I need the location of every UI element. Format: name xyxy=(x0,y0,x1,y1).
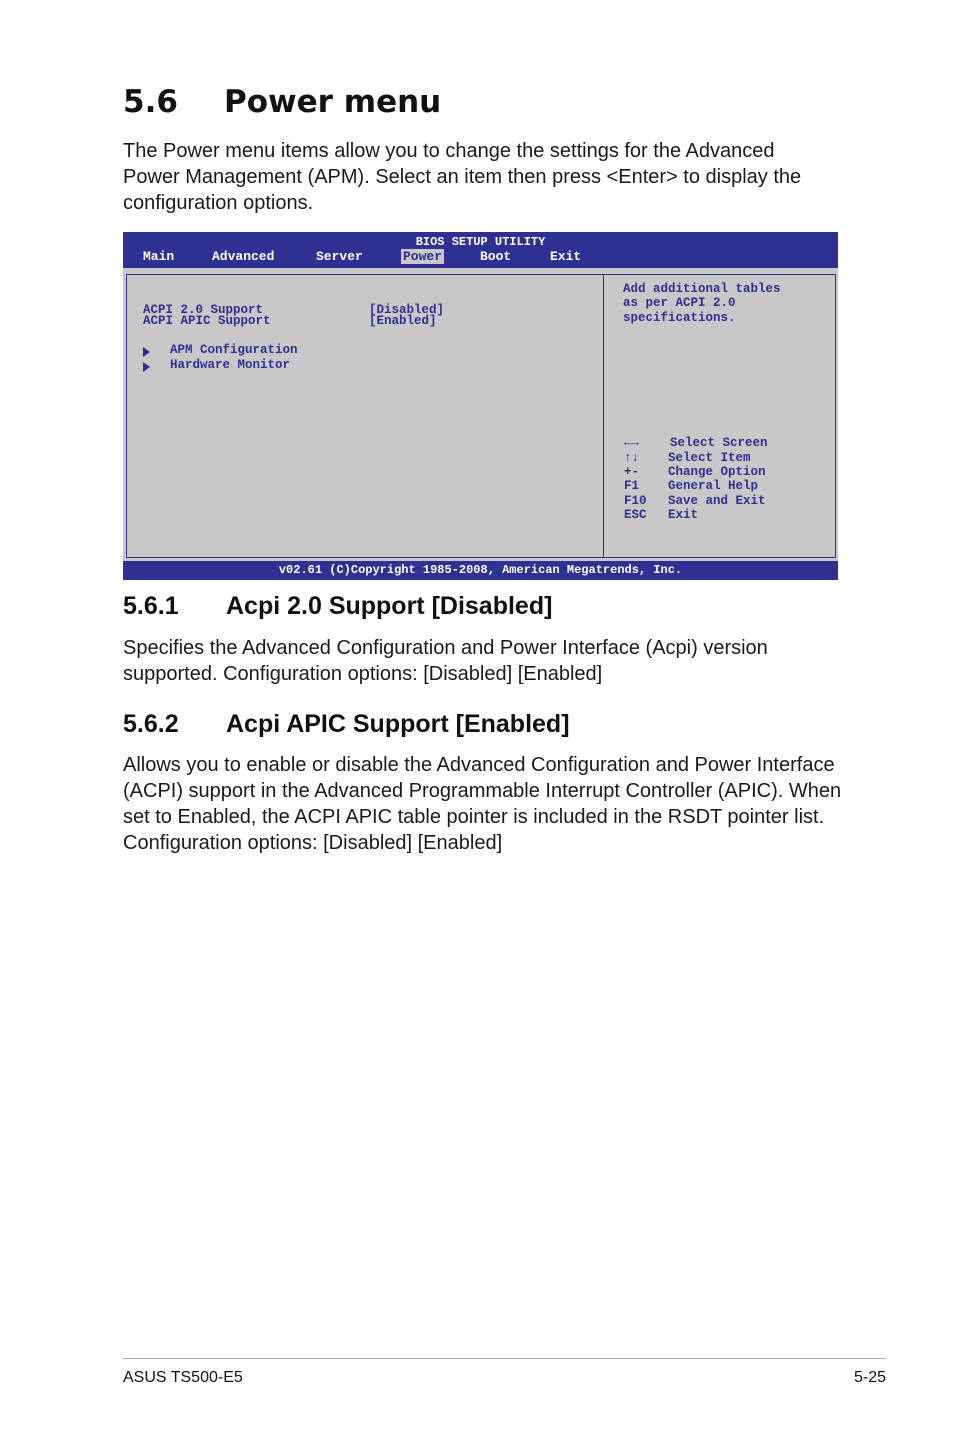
key-esc: ESC xyxy=(624,508,647,522)
menu-main[interactable]: Main xyxy=(143,249,175,264)
subsection-heading xyxy=(123,592,552,621)
key-f1: F1 xyxy=(624,479,640,493)
subsection-body xyxy=(123,752,843,856)
body-line: (ACPI) support in the Advanced Programmable Interrupt Controller (APIC). When xyxy=(123,780,842,802)
menu-advanced[interactable]: Advanced xyxy=(212,249,275,264)
menu-power[interactable]: Power xyxy=(403,249,443,264)
intro-paragraph xyxy=(123,138,843,216)
menu-boot[interactable]: Boot xyxy=(480,249,512,264)
key-action: Exit xyxy=(668,508,699,522)
section-number: 5.6 xyxy=(123,84,178,120)
subsection-title: Acpi 2.0 Support [Disabled] xyxy=(226,592,553,620)
intro-line: configuration options. xyxy=(123,192,314,214)
menu-exit[interactable]: Exit xyxy=(550,249,582,264)
footer-product: ASUS TS500-E5 xyxy=(123,1369,243,1386)
bios-screen xyxy=(123,232,838,580)
menu-server[interactable]: Server xyxy=(316,249,363,264)
key-action: General Help xyxy=(668,479,759,493)
body-line: Specifies the Advanced Configuration and Power Interface (Acpi) version xyxy=(123,637,768,659)
setting-acpi-value[interactable]: [Disabled] xyxy=(369,303,445,317)
bios-copyright: v02.61 (C)Copyright 1985-2008, American Megatrends, Inc. xyxy=(278,563,683,577)
triangle-right-icon xyxy=(143,347,150,357)
bios-divider xyxy=(603,274,604,557)
help-line: Add additional tables xyxy=(623,282,781,296)
submenu-apm[interactable]: APM Configuration xyxy=(170,343,298,357)
page-title xyxy=(123,84,441,120)
bios-title: BIOS SETUP UTILITY xyxy=(415,235,546,249)
bios-header xyxy=(123,232,838,268)
bios-footer xyxy=(123,561,838,580)
key-action: Save and Exit xyxy=(668,494,766,508)
intro-line: Power Management (APM). Select an item then press <Enter> to display the xyxy=(123,166,802,188)
key-action: Select Screen xyxy=(670,436,768,450)
setting-acpi-label[interactable]: ACPI 2.0 Support xyxy=(143,303,264,317)
footer-page-number: 5-25 xyxy=(853,1369,886,1386)
body-line: Configuration options: [Disabled] [Enabled] xyxy=(123,832,503,854)
section-title: Power menu xyxy=(224,84,442,120)
key-f10: F10 xyxy=(624,494,647,508)
subsection-title: Acpi APIC Support [Enabled] xyxy=(226,710,570,738)
key-plus-minus: +- xyxy=(624,465,640,479)
key-action: Change Option xyxy=(668,465,766,479)
help-line: as per ACPI 2.0 xyxy=(623,296,736,310)
body-line: set to Enabled, the ACPI APIC table pointer is included in the RSDT pointer list. xyxy=(123,806,825,828)
body-line: Allows you to enable or disable the Advanced Configuration and Power Interface xyxy=(123,754,835,776)
triangle-right-icon xyxy=(143,362,150,372)
key-arrows-ud: ↑↓ xyxy=(624,451,640,465)
key-action: Select Item xyxy=(668,451,751,465)
subsection-heading xyxy=(123,710,570,739)
subsection-number: 5.6.1 xyxy=(123,592,179,620)
footer-divider xyxy=(123,1358,886,1359)
subsection-body xyxy=(123,635,843,687)
body-line: supported. Configuration options: [Disabled] [Enabled] xyxy=(123,663,603,685)
submenu-hardware-monitor[interactable]: Hardware Monitor xyxy=(170,358,291,372)
key-arrows-lr: ←→ xyxy=(624,436,640,450)
help-line: specifications. xyxy=(623,311,736,325)
setting-apic-label[interactable]: ACPI APIC Support xyxy=(143,314,271,328)
setting-apic-value[interactable]: [Enabled] xyxy=(369,314,437,328)
subsection-number: 5.6.2 xyxy=(123,710,179,738)
intro-line: The Power menu items allow you to change the settings for the Advanced xyxy=(123,140,775,162)
